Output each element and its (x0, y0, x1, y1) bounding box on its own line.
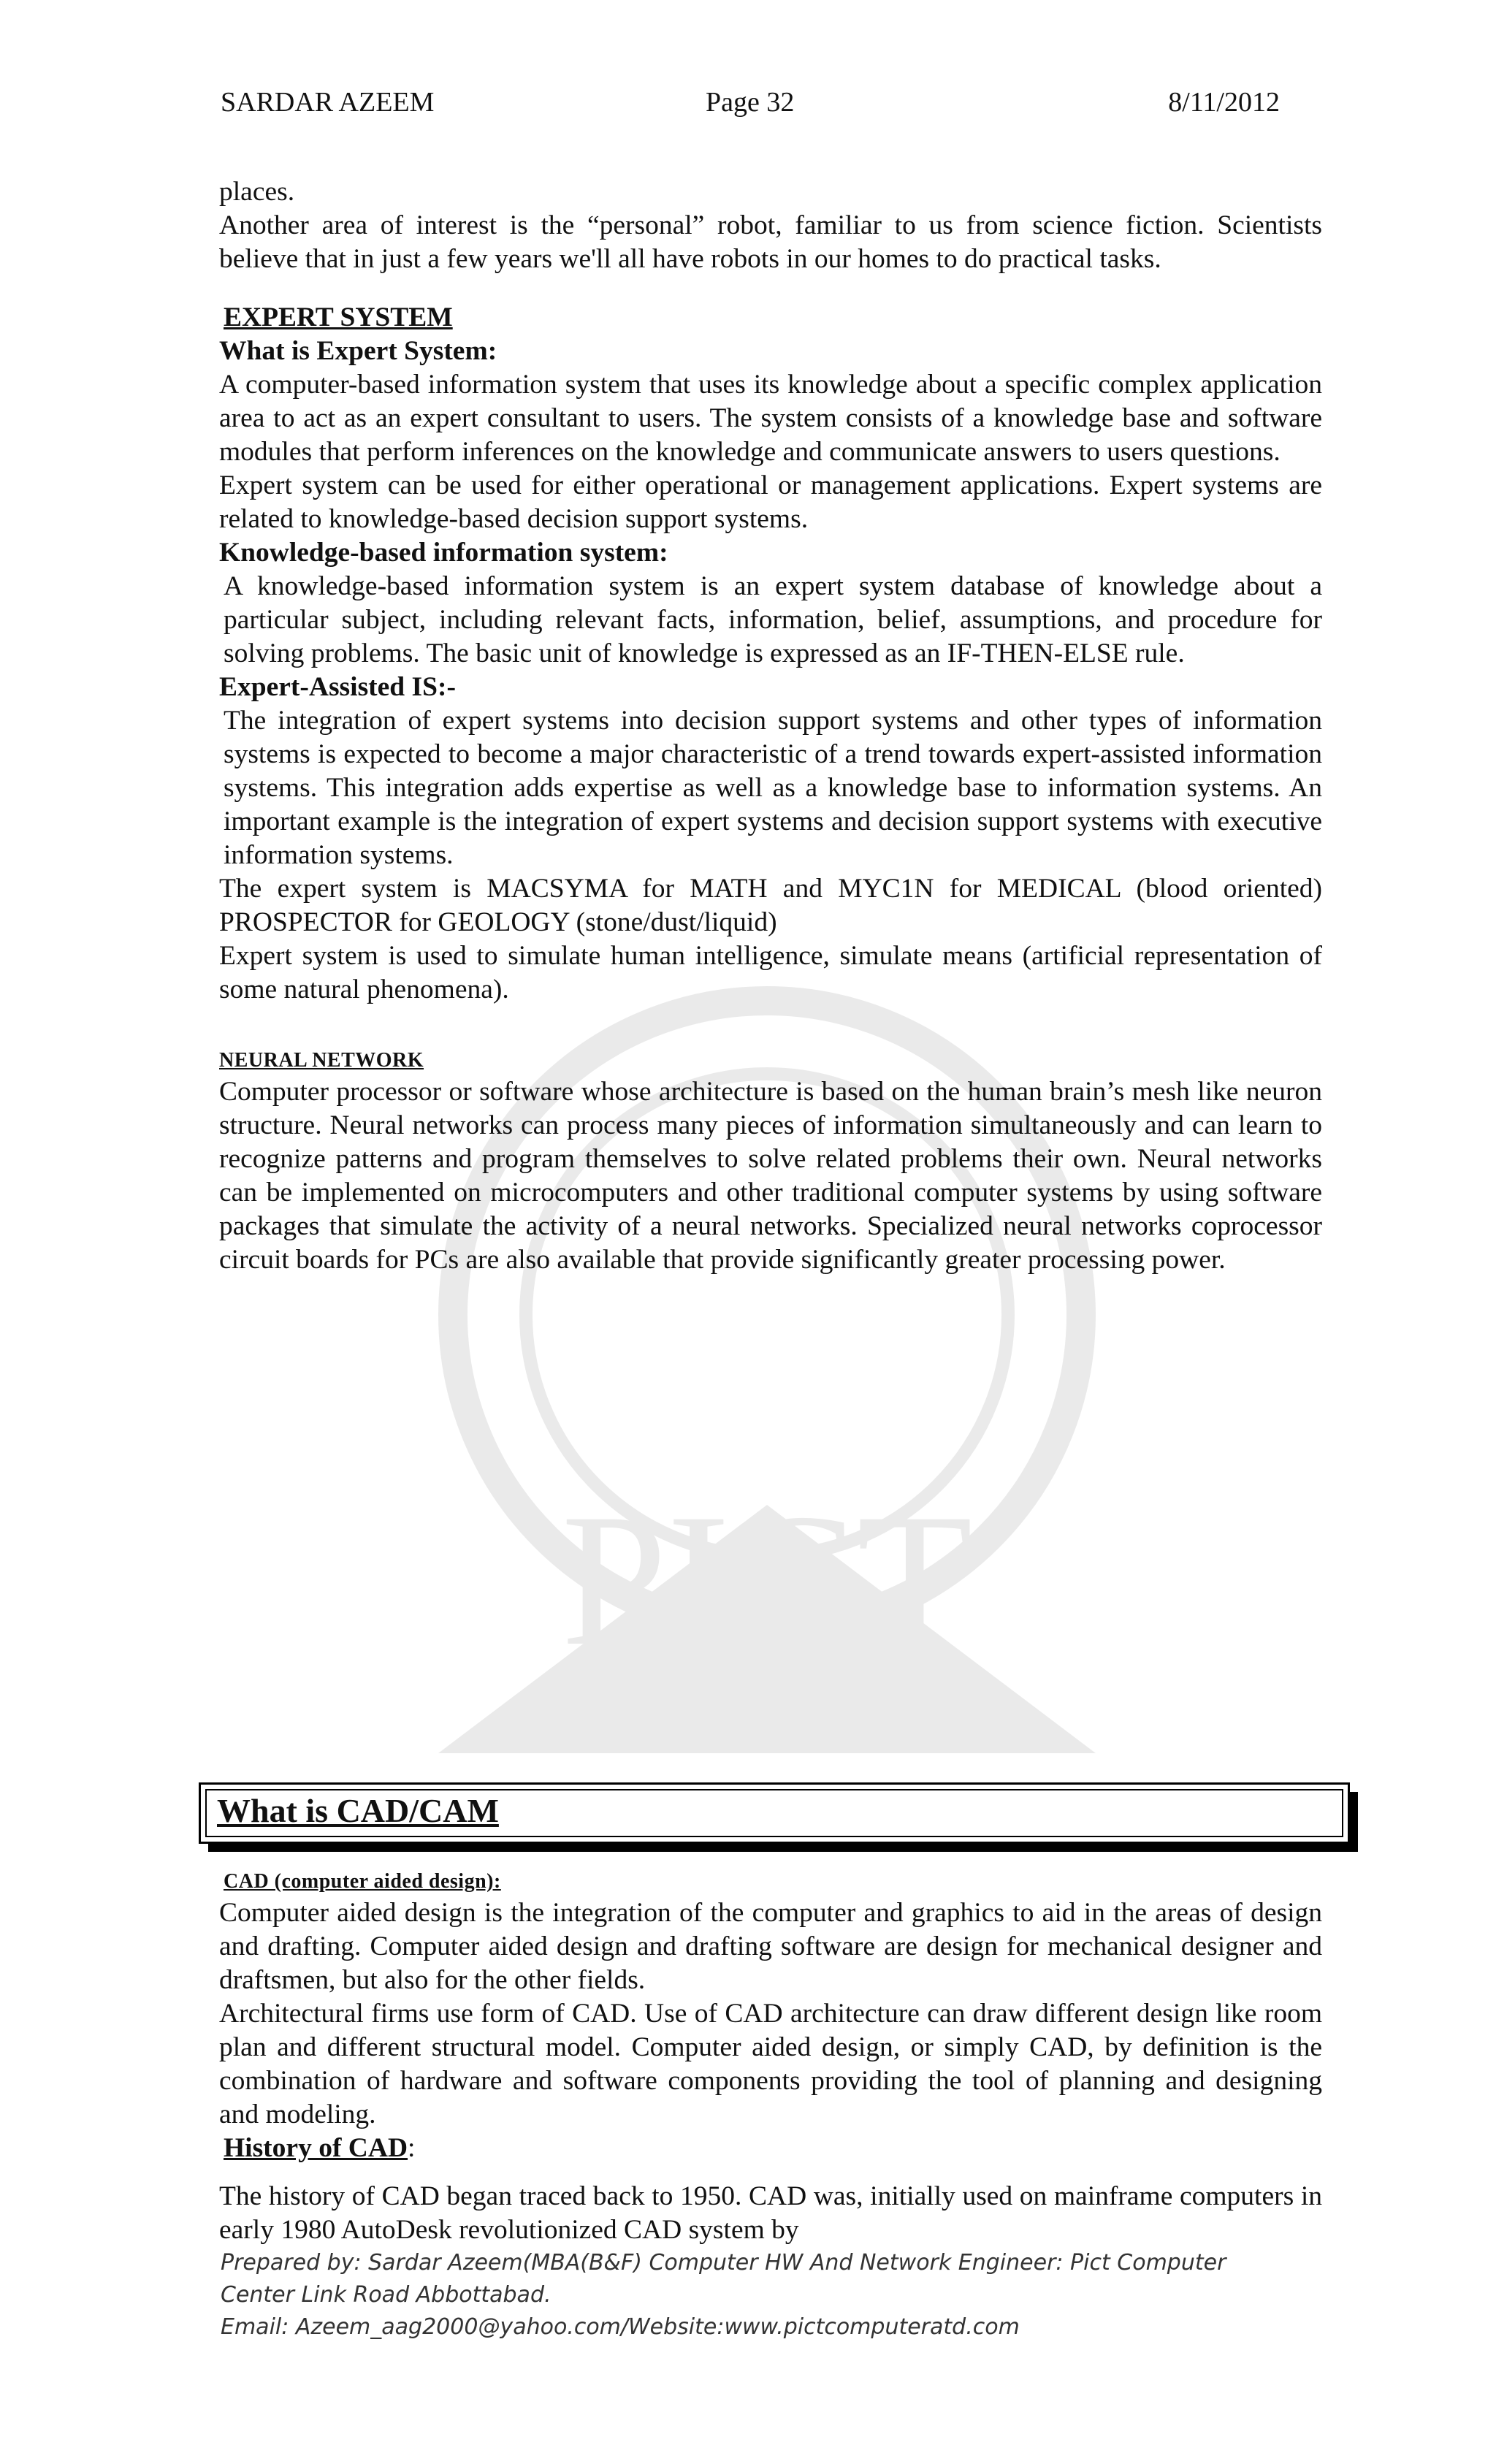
knowledge-based-paragraph: A knowledge-based information system is an expert system database of knowledge about a particular subject, including relevant facts, information, belief, assumptions, and procedure for solving problems. The basic unit of knowledge is expressed as an IF-THEN-ELSE rule. (224, 571, 1322, 668)
cad-paragraph-2: Architectural firms use form of CAD. Use of CAD architecture can draw different design like room plan and different structural model. Computer aided design, or simply CAD, by definition is the combination of hardware and software components providing the tool of planning and designing and modeling. (219, 1999, 1322, 2129)
footer-address: Center Link Road Abbottabad. (221, 2282, 552, 2308)
cad-paragraph-1: Computer aided design is the integration of the computer and graphics to aid in the areas of design and drafting. Computer aided design and drafting software are design for mechanical designer and draftsmen, but also for the other fields. (219, 1898, 1322, 1995)
history-heading: History of CAD (224, 2133, 408, 2163)
page-header (221, 86, 1280, 130)
expert-system-title: EXPERT SYSTEM (224, 302, 453, 332)
cad-heading: CAD (computer aided design): (224, 1870, 501, 1893)
page-footer (221, 2247, 1316, 2343)
history-heading-line (219, 2132, 1322, 2165)
header-author: SARDAR AZEEM (221, 87, 435, 118)
watermark-text: PICT (561, 1475, 973, 1685)
neural-network-title: NEURAL NETWORK (219, 1049, 424, 1072)
history-colon: : (408, 2133, 416, 2163)
expert-assisted-heading: Expert-Assisted IS:- (219, 672, 456, 702)
header-page-number: Page 32 (706, 87, 795, 118)
footer-prepared-by: Prepared by: Sardar Azeem(MBA(B&F) Computer HW And Network Engineer: Pict Computer (221, 2250, 1226, 2276)
intro-line: places. (219, 177, 295, 207)
cad-content (219, 1867, 1322, 2247)
header-date: 8/11/2012 (1168, 87, 1280, 118)
what-is-expert-heading: What is Expert System: (219, 336, 497, 366)
knowledge-based-heading: Knowledge-based information system: (219, 538, 668, 568)
expert-simulate-paragraph: Expert system is used to simulate human intelligence, simulate means (artificial representation of some natural phenomena). (219, 941, 1322, 1004)
main-content (219, 175, 1322, 1277)
cad-cam-title-box (199, 1782, 1350, 1844)
history-paragraph: The history of CAD began traced back to 1950. CAD was, initially used on mainframe computers in early 1980 AutoDesk revolutionized CAD system by (219, 2181, 1322, 2245)
expert-examples-paragraph: The expert system is MACSYMA for MATH and MYC1N for MEDICAL (blood oriented) PROSPECTOR for GEOLOGY (stone/dust/liquid) (219, 874, 1322, 937)
expert-definition-paragraph: A computer-based information system that uses its knowledge about a specific complex application area to act as an expert consultant to users. The system consists of a knowledge base and software modules that perform inferences on the knowledge and communicate answers to users questions. (219, 370, 1322, 467)
cad-cam-title: What is CAD/CAM (217, 1792, 499, 1829)
footer-contact: Email: Azeem_aag2000@yahoo.com/Website:www.pictcomputeratd.com (221, 2314, 1020, 2340)
expert-assisted-paragraph: The integration of expert systems into decision support systems and other types of information systems is expected to become a major characteristic of a trend towards expert-assisted information systems. This integration adds expertise as well as a knowledge base to information systems. An important example is the integration of expert systems and decision support systems with executive information systems. (224, 706, 1322, 870)
intro-paragraph: Another area of interest is the “personal” robot, familiar to us from science fiction. Scientists believe that in just a few years we'll all have robots in our homes to do practical tasks. (219, 210, 1322, 274)
expert-use-paragraph: Expert system can be used for either operational or management applications. Expert systems are related to knowledge-based decision support systems. (219, 470, 1322, 534)
neural-network-paragraph: Computer processor or software whose architecture is based on the human brain’s mesh like neuron structure. Neural networks can process many pieces of information simultaneously and can learn to recognize patterns and program themselves to solve related problems their own. Neural networks can be implemented on microcomputers and other traditional computer systems by using software packages that simulate the activity of a neural networks. Specialized neural networks coprocessor circuit boards for PCs are also available that provide significantly greater processing power. (219, 1077, 1322, 1275)
